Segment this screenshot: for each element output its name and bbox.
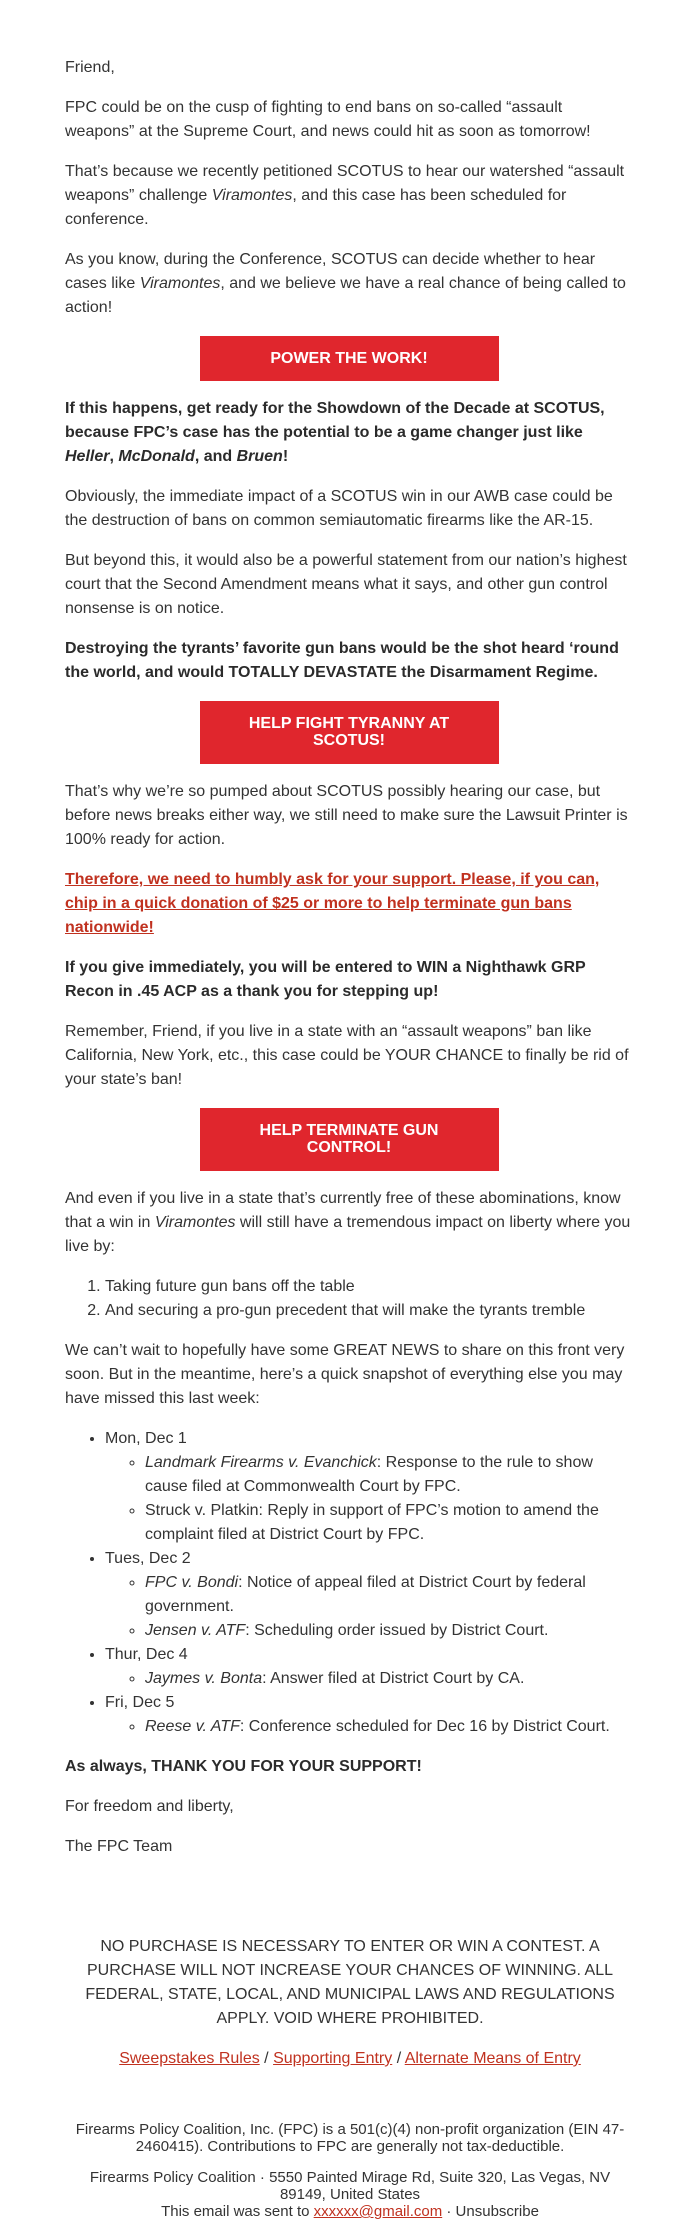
unsubscribe-link[interactable]: Unsubscribe	[455, 2203, 539, 2220]
signature: The FPC Team	[65, 1838, 173, 1855]
help-terminate-gun-control-button[interactable]: HELP TERMINATE GUN CONTROL!	[200, 1108, 499, 1171]
supporting-entry-link[interactable]: Supporting Entry	[273, 2050, 393, 2067]
case-name: Viramontes	[154, 1214, 236, 1231]
weekly-schedule-list	[65, 1427, 635, 1739]
case-name: Viramontes	[211, 187, 293, 204]
help-fight-tyranny-button[interactable]: HELP FIGHT TYRANNY AT SCOTUS!	[200, 701, 499, 764]
power-the-work-button[interactable]: POWER THE WORK!	[200, 336, 499, 381]
signoff: For freedom and liberty,	[65, 1798, 234, 1815]
schedule-day: • Mon, Dec 1 ◦ Landmark Firearms v. Evanchick: Response to the rule to show cause filed at Commonwealth Court by FPC. ◦ Struck v. Platkin: Reply in support of FPC’s motion to amend the complaint filed at District Court by FPC.	[105, 1427, 635, 1547]
sweepstakes-links: Sweepstakes Rules / Supporting Entry / Alternate Means of Entry	[119, 2050, 581, 2067]
list-item: 2. And securing a pro-gun precedent that will make the tyrants tremble	[105, 1299, 635, 1323]
thank-you-line: As always, THANK YOU FOR YOUR SUPPORT!	[65, 1758, 422, 1775]
sweepstakes-disclaimer: NO PURCHASE IS NECESSARY TO ENTER OR WIN A CONTEST. A PURCHASE WILL NOT INCREASE YOUR CHANCES OF WINNING. ALL FEDERAL, STATE, LOCAL, AND MUNICIPAL LAWS AND REGULATIONS APPLY. VOID WHERE PROHIBITED.	[85, 1938, 615, 2027]
alternate-means-of-entry-link[interactable]: Alternate Means of Entry	[404, 2050, 581, 2067]
sweepstakes-rules-link[interactable]: Sweepstakes Rules	[119, 2050, 260, 2067]
paragraph-snapshot: We can’t wait to hopefully have some GREAT NEWS to share on this front very soon. But in the meantime, here’s a quick snapshot of everything else you may have missed this last week:	[65, 1342, 625, 1407]
paragraph-intro: FPC could be on the cusp of fighting to end bans on so-called “assault weapons” at the Supreme Court, and news could hit as soon as tomorrow!	[65, 99, 591, 140]
case-name: Viramontes	[139, 275, 221, 292]
donate-paragraph	[65, 868, 635, 940]
schedule-day: • Tues, Dec 2 ◦ FPC v. Bondi: Notice of appeal filed at District Court by federal government. ◦ Jensen v. ATF: Scheduling order issued by District Court.	[105, 1547, 635, 1643]
paragraph-lawsuit-printer: That’s why we’re so pumped about SCOTUS possibly hearing our case, but before news breaks either way, we still need to make sure the Lawsuit Printer is 100% ready for action.	[65, 783, 628, 848]
case-update: ◦ FPC v. Bondi: Notice of appeal filed at District Court by federal government.	[145, 1571, 635, 1619]
paragraph-giveaway: If you give immediately, you will be entered to WIN a Nighthawk GRP Recon in .45 ACP as a thank you for stepping up!	[65, 959, 586, 1000]
paragraph-liberty: And even if you live in a state that’s currently free of these abominations, know that a win in Viramontes will still have a tremendous impact on liberty where you live by:	[65, 1190, 631, 1255]
case-update: ◦ Struck v. Platkin: Reply in support of FPC’s motion to amend the complaint filed at District Court by FPC.	[145, 1499, 635, 1547]
recipient-email-link[interactable]: xxxxxx@gmail.com	[313, 2203, 443, 2220]
case-update: ◦ Jaymes v. Bonta: Answer filed at District Court by CA.	[145, 1667, 635, 1691]
mailing-address: Firearms Policy Coalition · 5550 Painted Mirage Rd, Suite 320, Las Vegas, NV 89149, United States This email was sent to xxxxxx@gmail.com · Unsubscribe	[89, 2169, 611, 2220]
paragraph-devastate: Destroying the tyrants’ favorite gun bans would be the shot heard ‘round the world, and would TOTALLY DEVASTATE the Disarmament Regime.	[65, 640, 619, 681]
schedule-day: • Thur, Dec 4 ◦ Jaymes v. Bonta: Answer filed at District Court by CA.	[105, 1643, 635, 1691]
paragraph-showdown: If this happens, get ready for the Showdown of the Decade at SCOTUS, because FPC’s case has the potential to be a game changer just like Heller, McDonald, and Bruen!	[65, 400, 605, 465]
donate-link[interactable]: Therefore, we need to humbly ask for your support. Please, if you can, chip in a quick donation of $25 or more to help terminate gun bans nationwide!	[65, 871, 600, 936]
paragraph-statement: But beyond this, it would also be a powerful statement from our nation’s highest court that the Second Amendment means what it says, and other gun control nonsense is on notice.	[65, 552, 627, 617]
list-item: 1. Taking future gun bans off the table	[105, 1275, 635, 1299]
paragraph-conference: As you know, during the Conference, SCOTUS can decide whether to hear cases like Viramontes, and we believe we have a real chance of being called to action!	[65, 251, 626, 316]
legal-notice: Firearms Policy Coalition, Inc. (FPC) is a 501(c)(4) non-profit organization (EIN 47-2460415). Contributions to FPC are generally not tax-deductible.	[75, 2121, 625, 2155]
paragraph-impact: Obviously, the immediate impact of a SCOTUS win in our AWB case could be the destruction of bans on common semiautomatic firearms like the AR-15.	[65, 488, 613, 529]
paragraph-petition: That’s because we recently petitioned SCOTUS to hear our watershed “assault weapons” challenge Viramontes, and this case has been scheduled for conference.	[65, 163, 625, 228]
greeting: Friend,	[65, 59, 115, 76]
case-update: ◦ Reese v. ATF: Conference scheduled for Dec 16 by District Court.	[145, 1715, 635, 1739]
paragraph-remember: Remember, Friend, if you live in a state with an “assault weapons” ban like California, New York, etc., this case could be YOUR CHANCE to finally be rid of your state’s ban!	[65, 1023, 629, 1088]
impact-list	[65, 1275, 635, 1323]
case-update: ◦ Landmark Firearms v. Evanchick: Response to the rule to show cause filed at Commonwealth Court by FPC.	[145, 1451, 635, 1499]
case-update: ◦ Jensen v. ATF: Scheduling order issued by District Court.	[145, 1619, 635, 1643]
email-footer	[0, 1875, 700, 2240]
schedule-day: • Fri, Dec 5 ◦ Reese v. ATF: Conference scheduled for Dec 16 by District Court.	[105, 1691, 635, 1739]
